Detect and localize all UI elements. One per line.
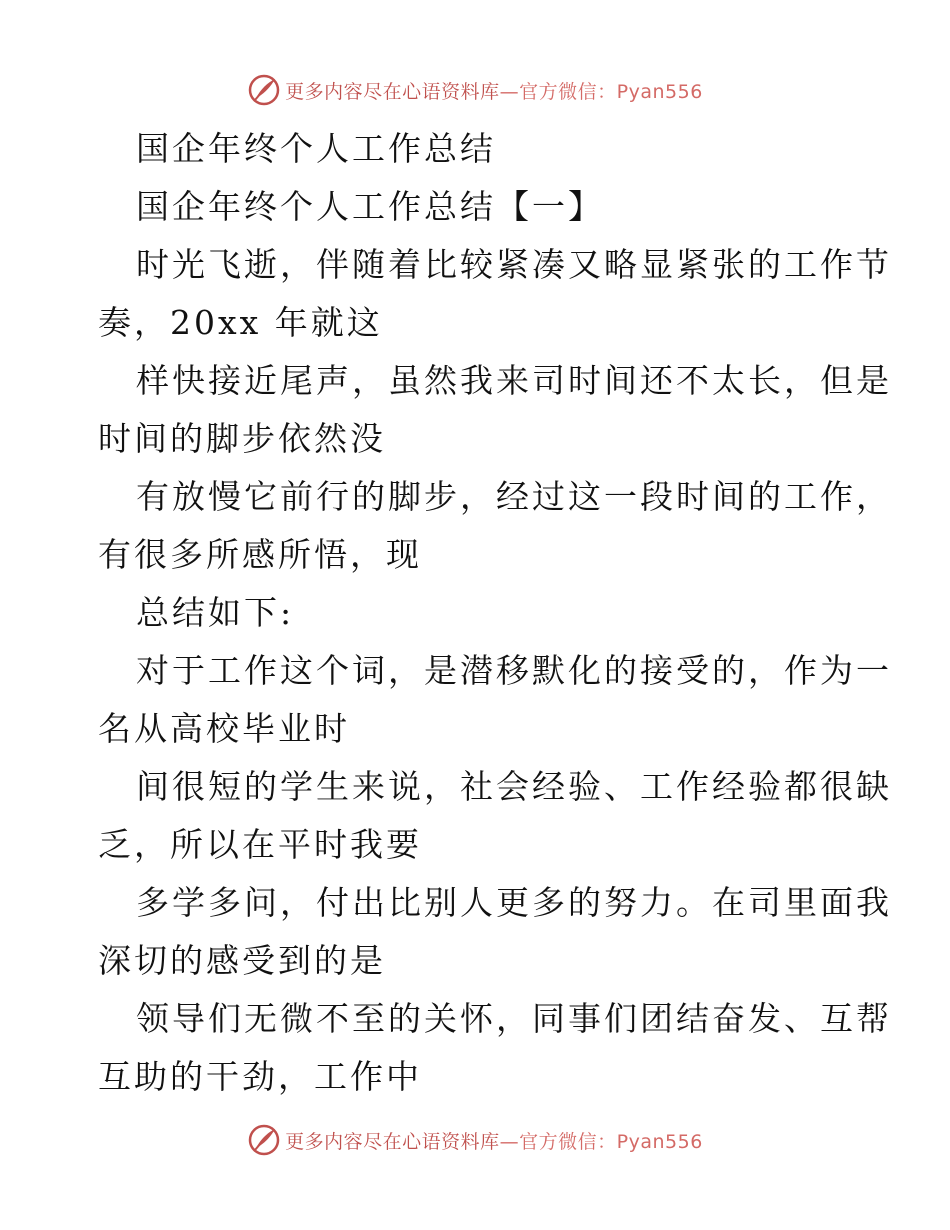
paragraph-line: 对于工作这个词，是潜移默化的接受的，作为一 bbox=[136, 651, 892, 690]
paragraph-line: 样快接近尾声，虽然我来司时间还不太长，但是 bbox=[136, 361, 892, 400]
document-body bbox=[98, 120, 892, 1106]
paragraph-line: 有很多所感所悟，现 bbox=[98, 535, 422, 574]
paragraph-line: 时间的脚步依然没 bbox=[98, 419, 386, 458]
paragraph-line: 时光飞逝，伴随着比较紧凑又略显紧张的工作节 bbox=[136, 245, 892, 284]
banner-dash: — bbox=[499, 1130, 520, 1153]
document-title: 国企年终个人工作总结 bbox=[136, 129, 496, 168]
banner-text bbox=[285, 1127, 703, 1154]
paragraph-line: 间很短的学生来说，社会经验、工作经验都很缺 bbox=[136, 767, 892, 806]
banner-main-text: 更多内容尽在心语资料库 bbox=[285, 1130, 500, 1153]
feather-pen-logo-icon bbox=[247, 73, 281, 107]
paragraph-line: 乏，所以在平时我要 bbox=[98, 825, 422, 864]
banner-main-text: 更多内容尽在心语资料库 bbox=[285, 80, 500, 103]
section-heading: 国企年终个人工作总结【一】 bbox=[136, 187, 604, 226]
paragraph-line: 总结如下: bbox=[136, 593, 295, 632]
feather-pen-logo-icon bbox=[247, 1123, 281, 1157]
paragraph-line: 深切的感受到的是 bbox=[98, 941, 386, 980]
banner-contact-text: 官方微信：Pyan556 bbox=[519, 1130, 703, 1153]
header-banner bbox=[0, 70, 950, 110]
footer-banner bbox=[0, 1120, 950, 1160]
paragraph-line: 多学多问，付出比别人更多的努力。在司里面我 bbox=[136, 883, 892, 922]
paragraph-line: 奏，20xx 年就这 bbox=[98, 303, 383, 342]
banner-text bbox=[285, 77, 703, 104]
paragraph-line: 名从高校毕业时 bbox=[98, 709, 350, 748]
paragraph-line: 有放慢它前行的脚步，经过这一段时间的工作， bbox=[136, 477, 892, 516]
banner-dash: — bbox=[499, 80, 520, 103]
paragraph-line: 领导们无微不至的关怀，同事们团结奋发、互帮 bbox=[136, 999, 892, 1038]
paragraph-line: 互助的干劲，工作中 bbox=[98, 1057, 422, 1096]
banner-contact-text: 官方微信：Pyan556 bbox=[519, 80, 703, 103]
